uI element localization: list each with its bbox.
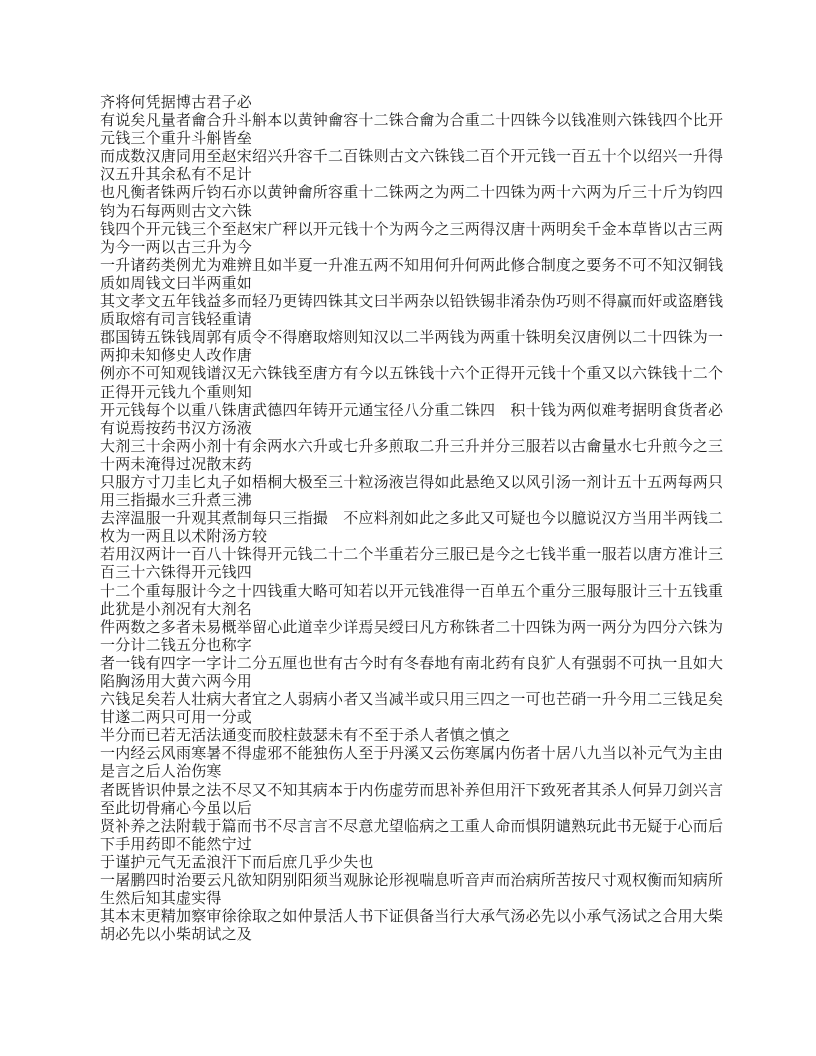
text-line: 胡必先以小柴胡试之及 xyxy=(100,927,253,944)
text-line: 一分计二钱五分也称字 xyxy=(100,637,253,654)
text-line: 正得开元钱九个重则知 xyxy=(100,384,253,401)
text-line: 汉五升其余私有不足计 xyxy=(100,167,253,184)
text-line: 质取熔有司言钱轻重请 xyxy=(100,312,253,329)
text-line: 下手用药即不能然宁过 xyxy=(100,836,253,853)
text-line: 钱四个开元钱三个至赵宋广秤以开元钱十个为两今之三两得汉唐十两明矣千金本草皆以古三两 xyxy=(100,221,724,238)
text-line: 用三指撮水三升煮三沸 xyxy=(100,493,253,510)
text-line: 六钱足矣若人壮病大者宜之人弱病小者又当减半或只用三四之一可也芒硝一升今用二三钱足矣 xyxy=(100,692,724,709)
text-line: 有说焉按药书汉方汤液 xyxy=(100,420,253,437)
text-line: 一升诸药类例尤为难辨且如半夏一升准五两不知用何升何两此修合制度之要务不可不知汉铜钱 xyxy=(100,257,724,274)
text-block xyxy=(100,94,730,944)
text-line: 开元钱每个以重八铢唐武德四年铸开元通宝径八分重二铢四 积十钱为两似难考据明食货者必 xyxy=(100,402,724,419)
text-line: 齐将何凭据博古君子必 xyxy=(100,95,253,111)
text-line: 大剂三十余两小剂十有余两水六升或七升多煎取二升三升并分三服若以古龠量水七升煎今之三 xyxy=(100,438,724,455)
text-line: 钧为石每两则古文六铢 xyxy=(100,203,253,220)
text-line: 是言之后人治伤寒 xyxy=(100,764,222,781)
text-line: 十二个重每服计今之十四钱重大略可知若以开元钱准得一百单五个重分三服每服计三十五钱重 xyxy=(100,583,724,600)
text-line: 枚为一两且以术附汤方较 xyxy=(100,529,268,546)
text-line: 半分而已若无活法通变而胶柱鼓瑟未有不至于杀人者慎之慎之 xyxy=(100,728,511,745)
text-line: 一内经云风雨寒暑不得虚邪不能独伤人至于丹溪又云伤寒属内伤者十居八九当以补元气为主由 xyxy=(100,746,724,763)
text-line: 元钱三个重升斗斛皆垒 xyxy=(100,131,253,148)
text-line: 有说矣凡量者龠合升斗斛本以黄钟龠容十二铢合龠为合重二十四铢今以钱准则六铢钱四个比开 xyxy=(100,113,724,130)
text-line: 百三十六铢得开元钱四 xyxy=(100,565,253,582)
text-line: 贤补养之法附载于篇而书不尽言言不尽意尤望临病之工重人命而惧阴谴熟玩此书无疑于心而后 xyxy=(100,818,724,835)
text-line: 质如周钱文曰半两重如 xyxy=(100,275,253,292)
text-line: 者既皆识仲景之法不尽又不知其病本于内伤虚劳而思补养但用汗下致死者其杀人何异刀剑兴言 xyxy=(100,782,724,799)
text-line: 生然后知其虚实得 xyxy=(100,891,222,908)
text-line: 其本末更精加察审徐徐取之如仲景活人书下证俱备当行大承气汤必先以小承气汤试之合用大柴 xyxy=(100,909,724,926)
text-line: 甘遂二两只可用一分或 xyxy=(100,710,253,727)
text-line: 者一钱有四字一字计二分五厘也世有古今时有冬春地有南北药有良犷人有强弱不可执一且如大 xyxy=(100,655,724,672)
text-line: 十两未淹得过况散末药 xyxy=(100,456,253,473)
text-line: 只服方寸刀圭匕丸子如梧桐大极至三十粒汤液岂得如此悬绝又以风引汤一剂计五十五两每两只 xyxy=(100,474,724,491)
text-line: 件两数之多者未易概举留心此道幸少详焉吴绶曰凡方称铢者二十四铢为两一两分为四分六铢为 xyxy=(100,619,724,636)
text-line: 而成数汉唐同用至赵宋绍兴升容千二百铢则古文六铢钱二百个开元钱一百五十个以绍兴一升得 xyxy=(100,149,724,166)
text-line: 至此切骨痛心今虽以后 xyxy=(100,800,253,817)
text-line: 为今一两以古三升为今 xyxy=(100,239,253,256)
text-line: 于谨护元气无孟浪汗下而后庶几乎少失也 xyxy=(100,854,374,871)
text-line: 此犹是小剂况有大剂名 xyxy=(100,601,253,618)
text-line: 去滓温服一升观其煮制每只三指撮 不应料剂如此之多此又可疑也今以臆说汉方当用半两钱二 xyxy=(100,511,724,528)
text-line: 也凡衡者铢两斤钧石亦以黄钟龠所容重十二铢两之为两二十四铢为两十六两为斤三十斤为钧四 xyxy=(100,185,724,202)
text-line: 其文孝文五年钱益多而轻乃更铸四铢其文曰半两杂以铅铁锡非淆杂伪巧则不得赢而奸或盗磨钱 xyxy=(100,294,724,311)
text-line: 例亦不可知观钱谱汉无六铢钱至唐方有今以五铢钱十六个正得开元钱十个重又以六铢钱十二个 xyxy=(100,366,724,383)
text-line: 一屠鹏四时治要云凡欲知阴别阳须当观脉论形视喘息听音声而治病所苦按尺寸观权衡而知病所 xyxy=(100,873,724,890)
text-line: 陷胸汤用大黄六两今用 xyxy=(100,674,253,690)
text-line: 两抑未知修史人改作唐 xyxy=(100,348,253,365)
text-line: 若用汉两计一百八十铢得开元钱二十二个半重若分三服已是今之七钱半重一服若以唐方准计三 xyxy=(100,547,724,564)
text-line: 郡国铸五铢钱周郭有质令不得磨取熔则知汉以二半两钱为两重十铢明矣汉唐例以二十四铢为一 xyxy=(100,330,724,347)
